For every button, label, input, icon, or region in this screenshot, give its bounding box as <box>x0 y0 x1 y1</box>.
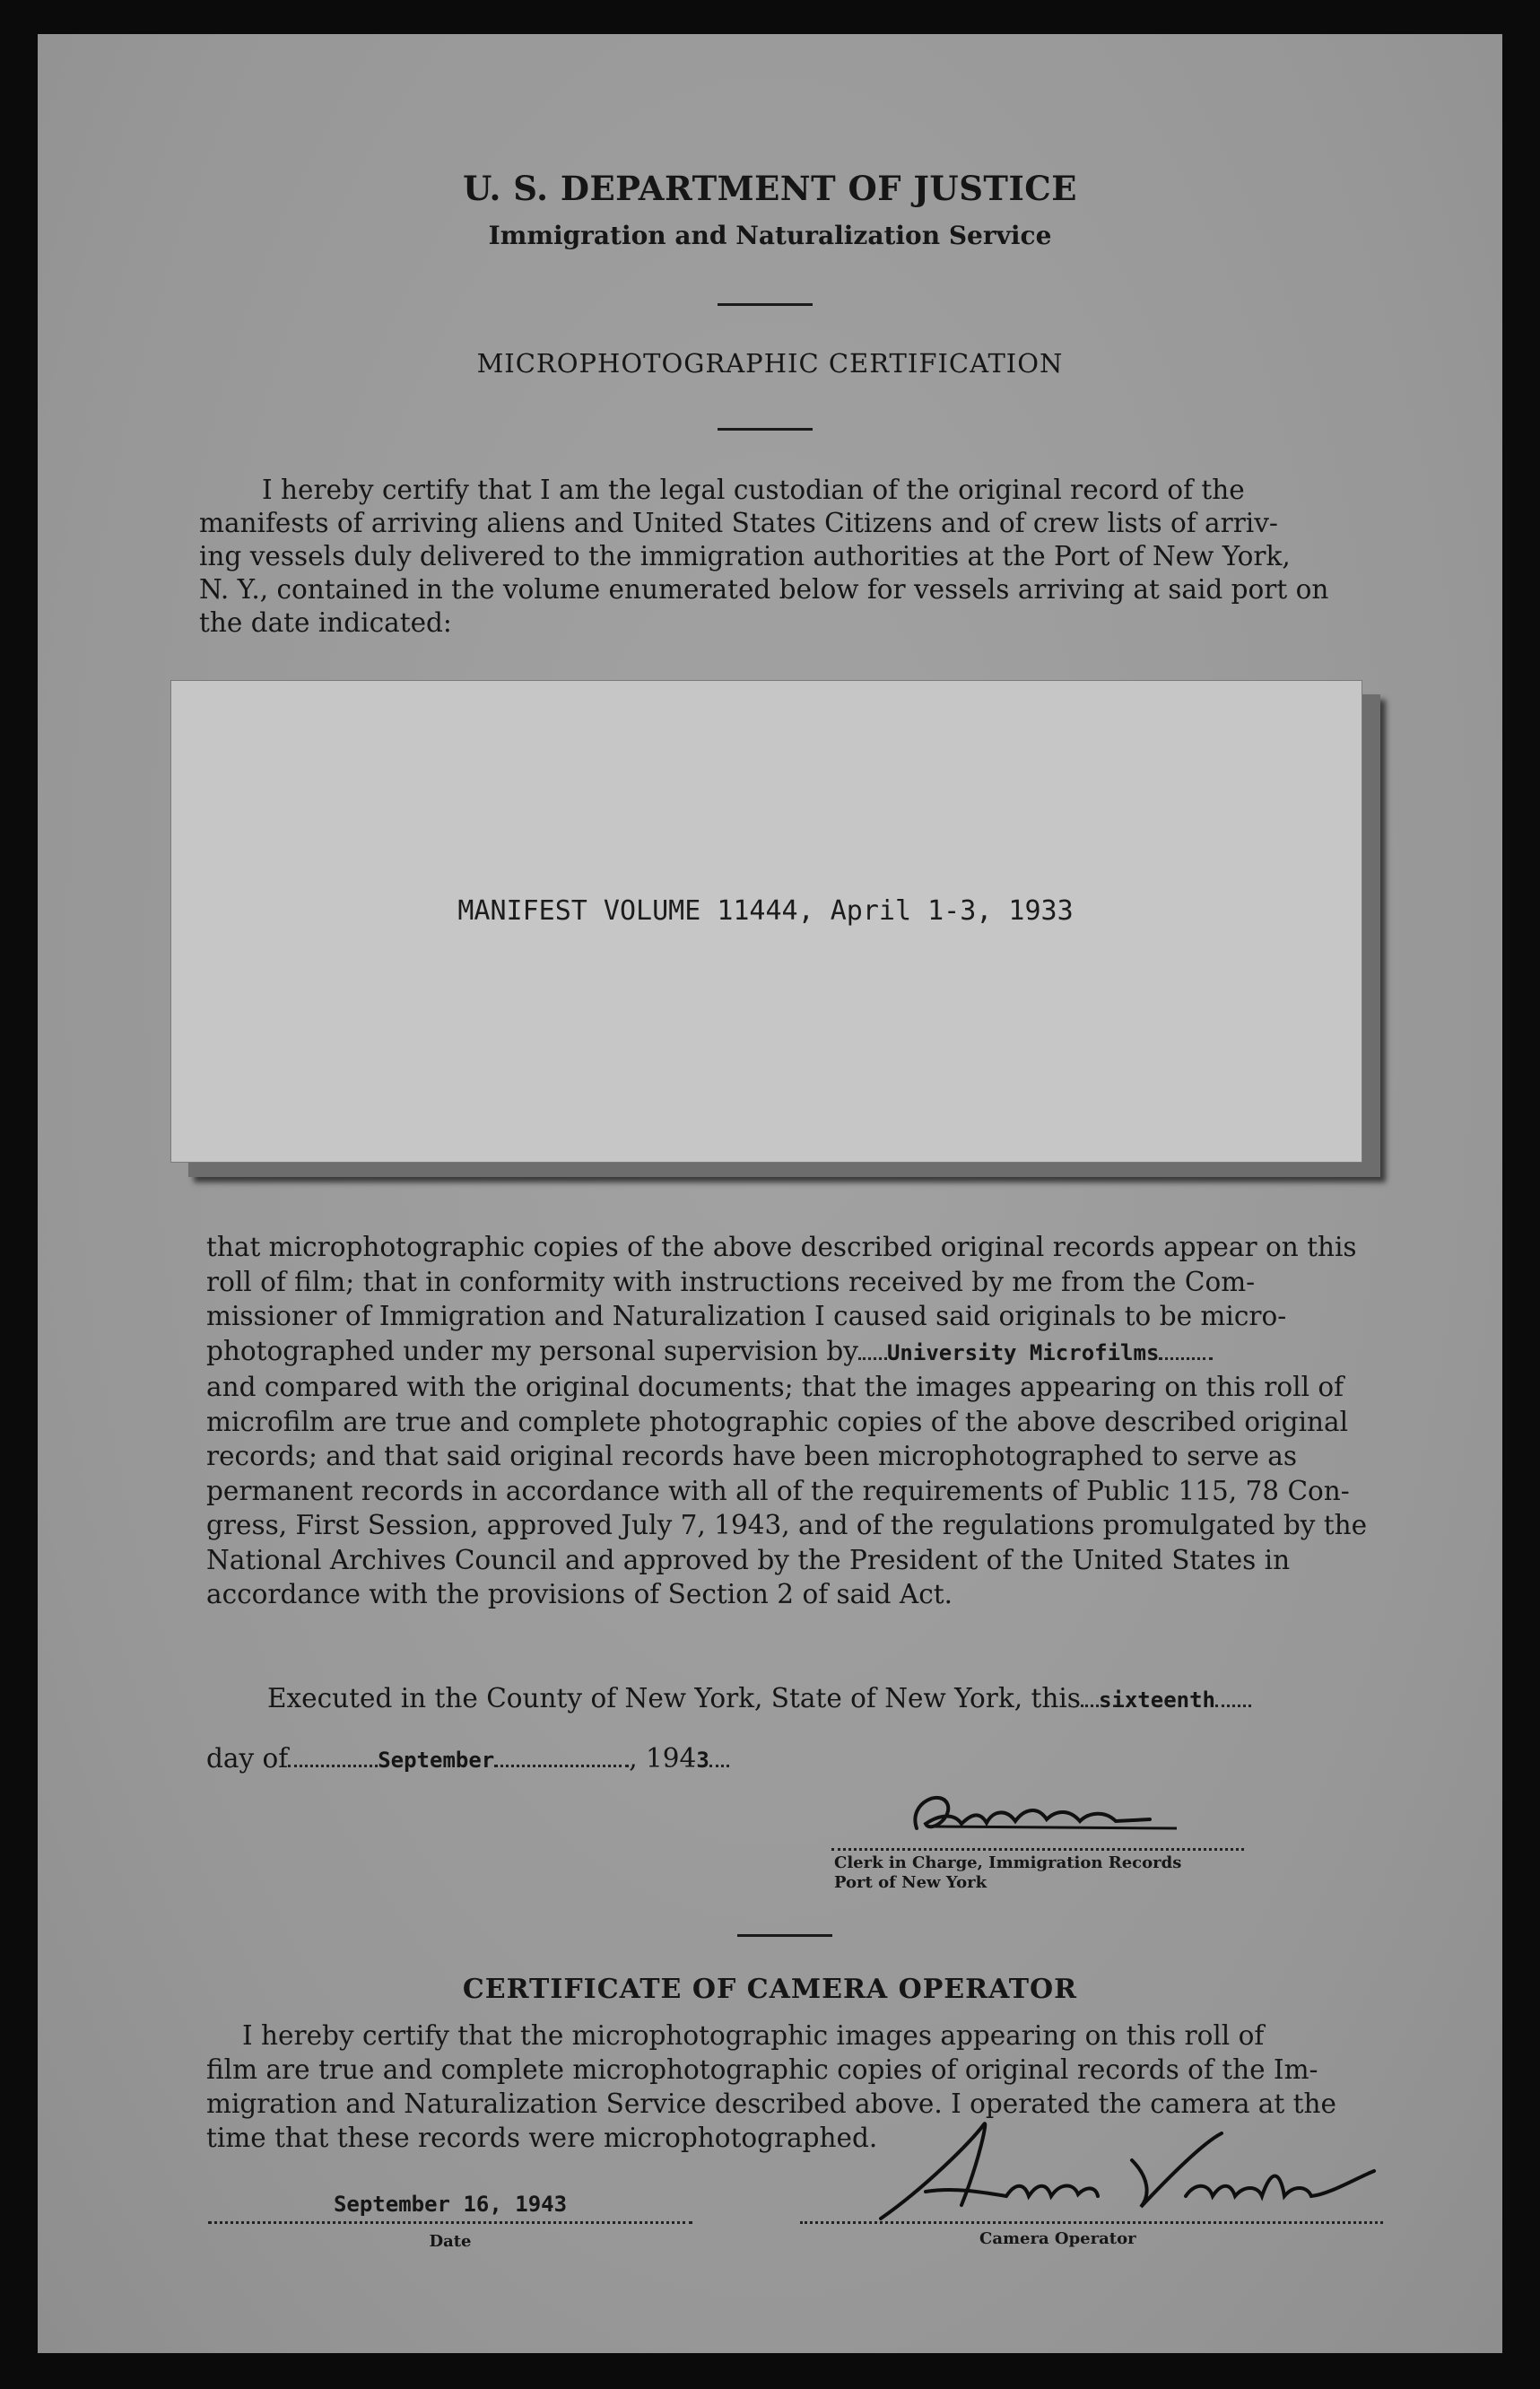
paragraph-line: National Archives Council and approved by the President of the United States in <box>206 1544 1291 1575</box>
paragraph-line: records; and that said original records have been microphotographed to serve as <box>206 1441 1297 1471</box>
manifest-volume-text: MANIFEST VOLUME 11444, April 1-3, 1933 <box>457 895 1074 927</box>
paragraph-line: missioner of Immigration and Naturalization I caused said originals to be micro- <box>206 1301 1287 1331</box>
clerk-title-line: Clerk in Charge, Immigration Records <box>834 1853 1182 1872</box>
year-prefix: , 194 <box>629 1743 697 1774</box>
clerk-office-line: Port of New York <box>834 1873 988 1892</box>
dotted-leader <box>1159 1357 1213 1360</box>
paragraph-line: migration and Naturalization Service described above. I operated the camera at the <box>206 2088 1336 2119</box>
execution-month: September <box>378 1748 495 1773</box>
operator-signature-line <box>800 2221 1383 2224</box>
supervisor-name: University Microfilms <box>886 1339 1160 1365</box>
paragraph-line: N. Y., contained in the volume enumerated below for vessels arriving at said port on <box>199 574 1329 605</box>
operator-signature <box>863 2106 1401 2232</box>
paragraph-line: that microphotographic copies of the above described original records appear on this <box>206 1232 1357 1262</box>
execution-prefix: Executed in the County of New York, State of New York, this <box>267 1683 1081 1713</box>
dotted-leader <box>709 1765 729 1767</box>
clerk-title <box>834 1853 1247 1893</box>
service-subheading: Immigration and Naturalization Service <box>488 221 1052 250</box>
paragraph-line-supervisor <box>206 1334 1372 1371</box>
date-value: September 16, 1943 <box>333 2192 568 2217</box>
dotted-leader <box>288 1765 378 1767</box>
paragraph-line: gress, First Session, approved July 7, 1943, and of the regulations promulgated by the <box>206 1510 1368 1540</box>
operator-label: Camera Operator <box>979 2229 1136 2248</box>
divider-rule <box>718 303 813 306</box>
execution-year: 3 <box>696 1748 709 1773</box>
paragraph-line: permanent records in accordance with all of the requirements of Public 115, 78 Con- <box>206 1475 1350 1506</box>
execution-day: sixteenth <box>1098 1687 1215 1713</box>
paragraph-line: roll of film; that in conformity with instructions received by me from the Com- <box>206 1266 1256 1297</box>
divider-rule <box>737 1934 832 1937</box>
camera-certificate-title: CERTIFICATE OF CAMERA OPERATOR <box>462 1974 1078 2005</box>
day-of-line <box>206 1743 924 1774</box>
paragraph-line: I hereby certify that the microphotographic images appearing on this roll of <box>242 2020 1265 2051</box>
department-heading: U. S. DEPARTMENT OF JUSTICE <box>463 169 1077 208</box>
clerk-signature <box>881 1783 1186 1846</box>
certification-title: MICROPHOTOGRAPHIC CERTIFICATION <box>476 348 1064 379</box>
operator-signature-graphic <box>863 2106 1401 2232</box>
paragraph-line: time that these records were microphotographed. <box>206 2123 878 2153</box>
date-line <box>208 2221 692 2224</box>
date-label: Date <box>429 2232 472 2251</box>
paragraph-line: microfilm are true and complete photographic copies of the above described original <box>206 1406 1349 1437</box>
execution-line <box>267 1683 1379 1713</box>
paragraph-line: film are true and complete microphotographic copies of original records of the Im- <box>206 2054 1318 2085</box>
clerk-signature-graphic <box>881 1783 1186 1846</box>
intro-paragraph <box>199 474 1374 640</box>
certificate-sheet <box>38 34 1502 2353</box>
paragraph-line: ing vessels duly delivered to the immigration authorities at the Port of New York, <box>199 541 1291 571</box>
supervisor-prefix: photographed under my personal supervision by <box>206 1335 858 1366</box>
paragraph-line: manifests of arriving aliens and United States Citizens and of crew lists of arriv- <box>199 508 1278 538</box>
divider-rule <box>718 428 813 431</box>
dotted-leader <box>1215 1705 1251 1707</box>
paragraph-line: I hereby certify that I am the legal custodian of the original record of the <box>262 475 1245 505</box>
paragraph-line: and compared with the original documents; that the images appearing on this roll of <box>206 1372 1344 1402</box>
dotted-leader <box>494 1765 629 1767</box>
paragraph-line: accordance with the provisions of Section 2 of said Act. <box>206 1579 953 1609</box>
dotted-leader <box>1081 1705 1099 1707</box>
dotted-leader <box>858 1357 887 1360</box>
clerk-signature-line <box>831 1848 1244 1851</box>
body-paragraph <box>206 1230 1372 1612</box>
day-of-label: day of <box>206 1743 289 1774</box>
paragraph-line: the date indicated: <box>199 607 452 638</box>
